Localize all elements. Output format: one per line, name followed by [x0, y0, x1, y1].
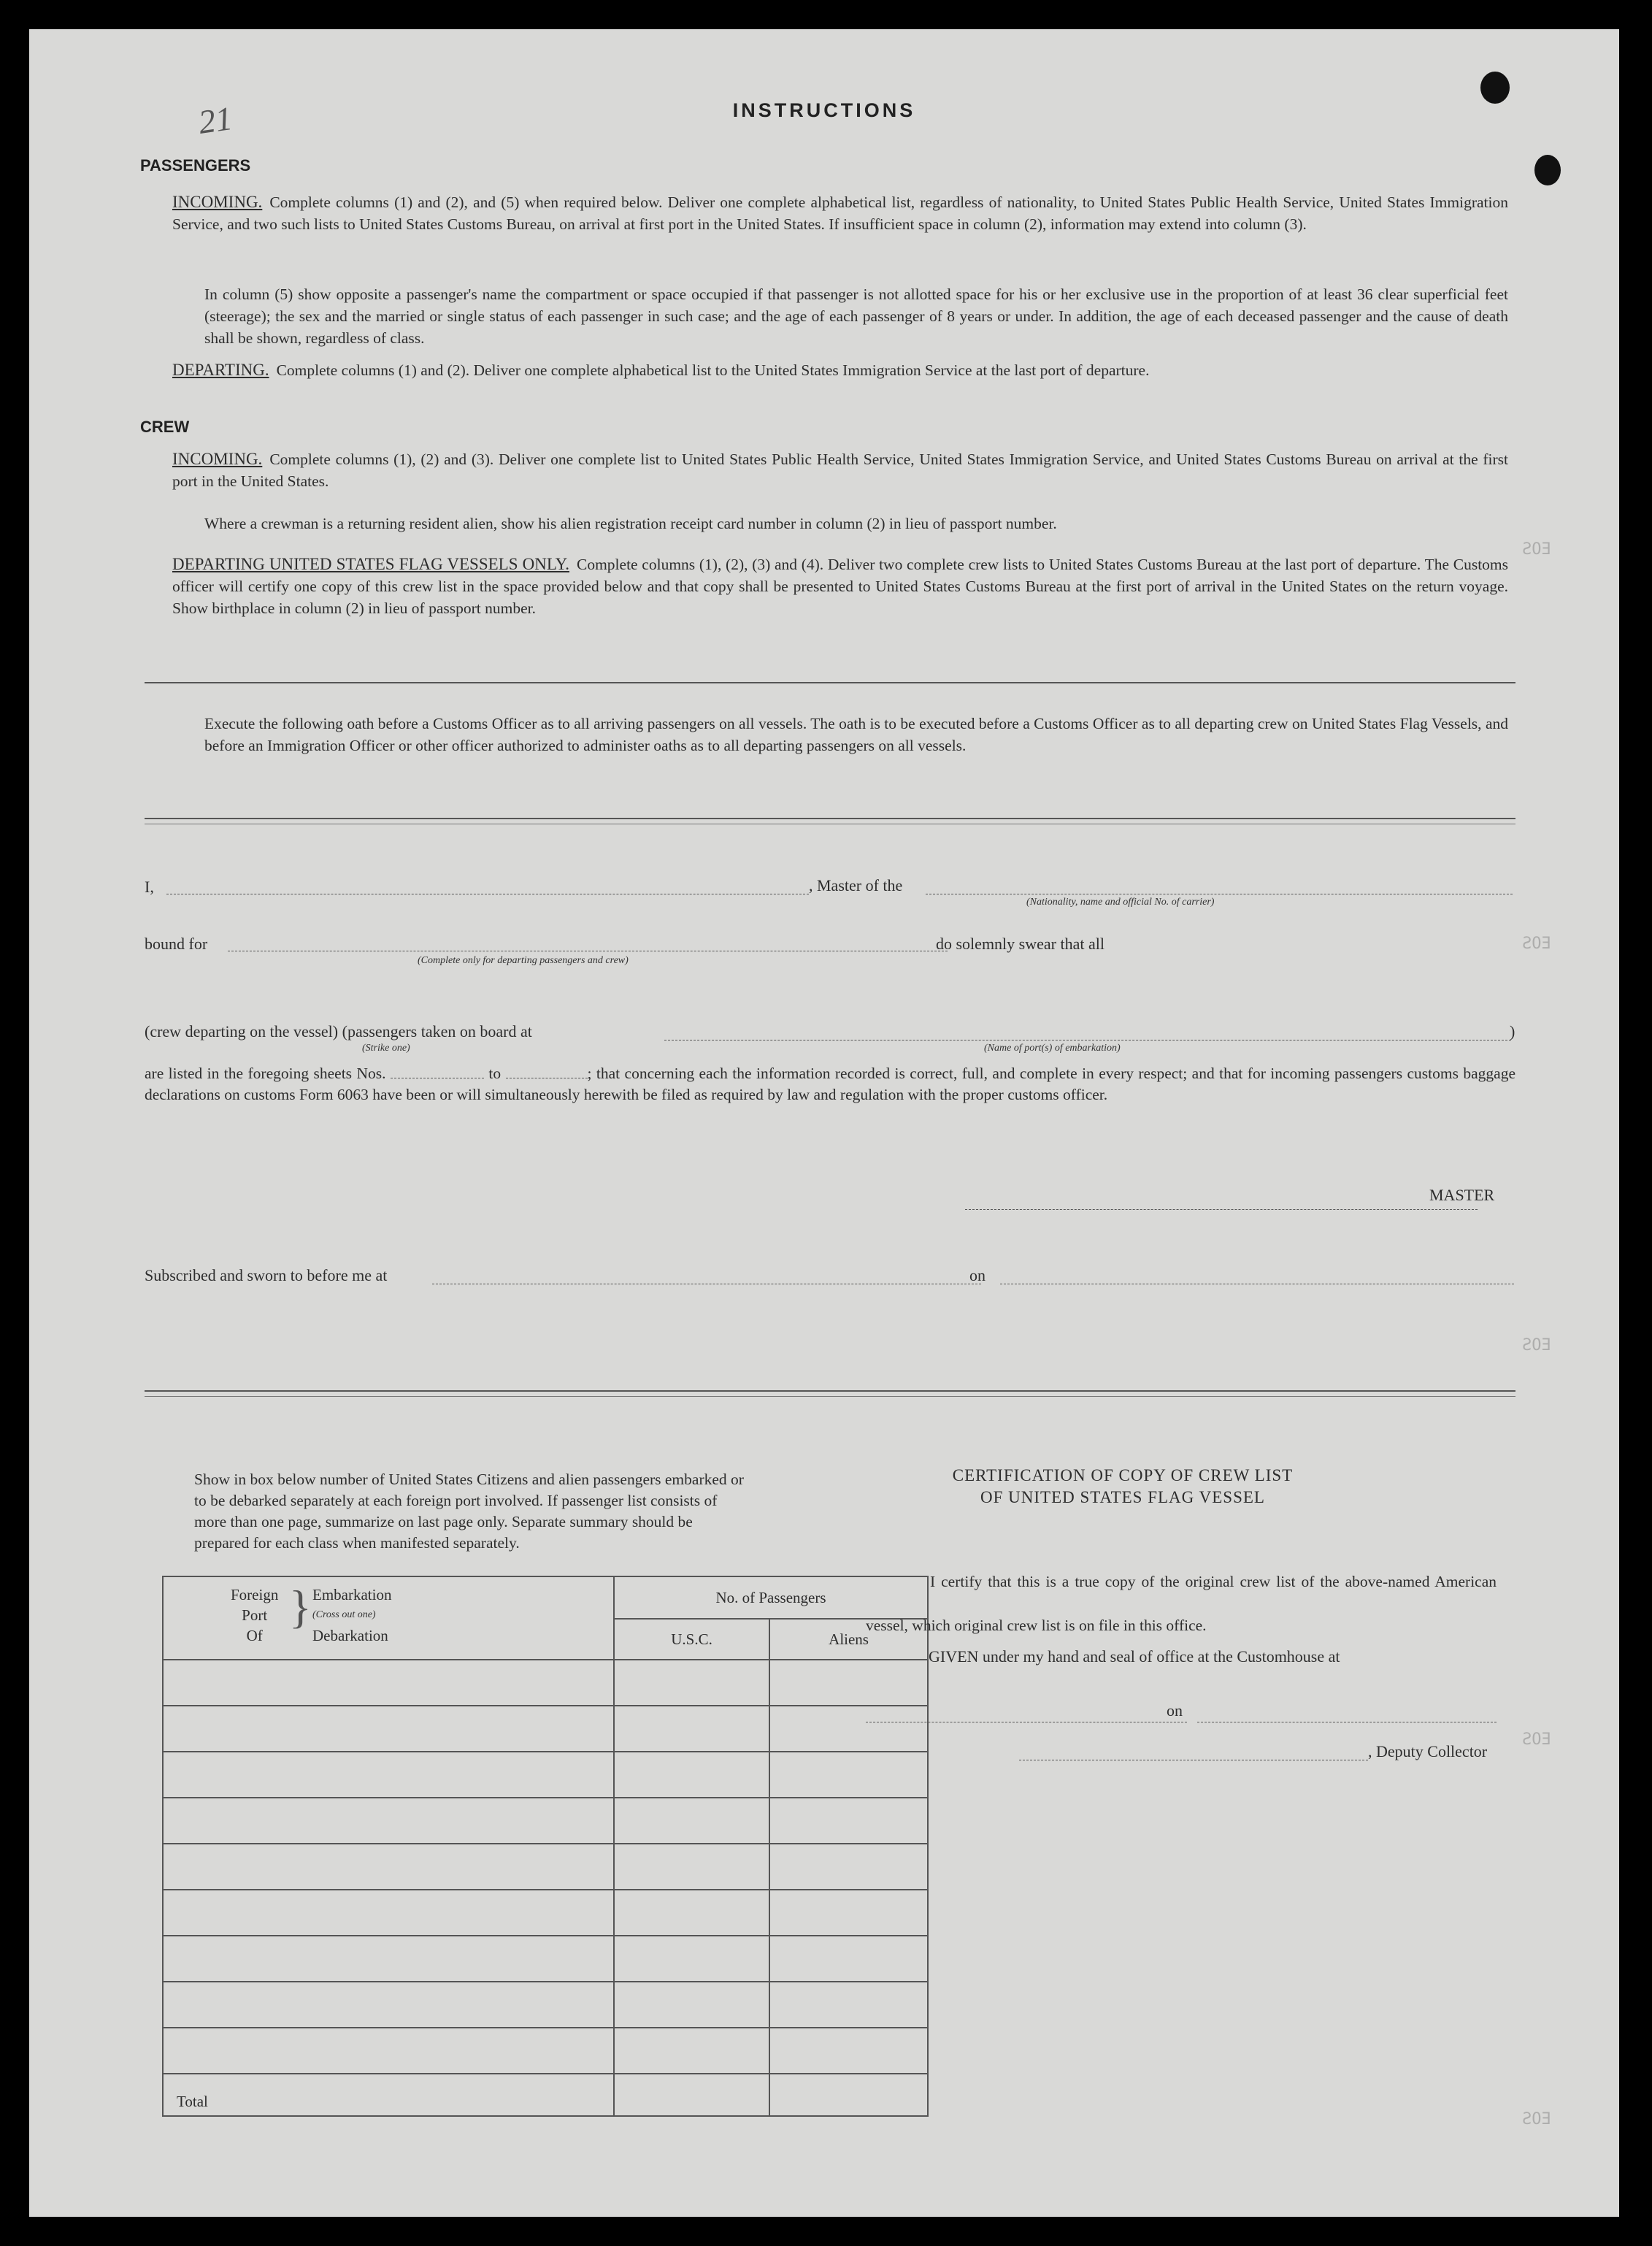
oath-bottom-divider-inner — [145, 1396, 1515, 1397]
table-row — [163, 1890, 928, 1936]
oath-bottom-divider — [145, 1390, 1515, 1392]
swear-label: do solemnly swear that all — [936, 935, 1104, 953]
foreign-label: Foreign — [231, 1586, 279, 1603]
passengers-incoming-text: Complete columns (1) and (2), and (5) when required below. Deliver one complete alphabetical list, regardless of nationality, to United States Public Health Service, United States Immigration Service, and two such lists to United States Customs Bureau, on arrival at first port in the United States. If insufficient space in column (2), information may extend into column (3). — [172, 193, 1508, 233]
table-row — [163, 1936, 928, 1982]
port-header-cell — [163, 1576, 614, 1660]
table-row — [163, 1752, 928, 1798]
ports-caption: (Name of port(s) of embarkation) — [984, 1043, 1121, 1054]
usc-cell[interactable] — [614, 1660, 769, 1706]
bound-for-label: bound for — [145, 935, 208, 953]
bleed-through-mark: EOS — [1522, 2110, 1551, 2128]
aliens-cell[interactable] — [769, 1660, 928, 1706]
bound-for-caption: (Complete only for departing passengers and crew) — [418, 955, 629, 966]
port-cell[interactable] — [163, 1936, 614, 1982]
table-row — [163, 1844, 928, 1890]
document-page — [29, 29, 1619, 2217]
table-row — [163, 2028, 928, 2074]
debarkation-label: Debarkation — [312, 1627, 388, 1644]
total-aliens-cell[interactable] — [769, 2074, 928, 2116]
of-label: Of — [246, 1627, 263, 1644]
port-header-labels — [231, 1584, 278, 1646]
table-row — [163, 1660, 928, 1706]
carrier-caption: (Nationality, name and official No. of carrier) — [1026, 897, 1215, 908]
no-of-passengers-header: No. of Passengers — [614, 1576, 928, 1619]
aliens-cell[interactable] — [769, 1936, 928, 1982]
usc-cell[interactable] — [614, 1752, 769, 1798]
certify-paragraph: I certify that this is a true copy of the original crew list of the above-named American vessel, which original crew list is on file in this office. — [866, 1573, 1497, 1634]
passengers-departing-lead: DEPARTING. — [172, 361, 269, 379]
master-of-label: , Master of the — [809, 876, 903, 894]
sheet-from-field[interactable] — [391, 1066, 484, 1078]
passengers-incoming-paragraph — [172, 191, 1508, 235]
port-cell[interactable] — [163, 1982, 614, 2028]
port-cell[interactable] — [163, 1660, 614, 1706]
crew-departing-lead: DEPARTING UNITED STATES FLAG VESSELS ONLY. — [172, 555, 569, 573]
bleed-through-mark: EOS — [1522, 1731, 1551, 1749]
port-cell[interactable] — [163, 2028, 614, 2074]
passengers-departing-paragraph — [172, 359, 1508, 381]
usc-cell[interactable] — [614, 1890, 769, 1936]
oath-intro-paragraph: Execute the following oath before a Customs Officer as to all arriving passengers on all vessels. The oath is to be executed before a Customs Officer as to all departing crew on United States Flag Vessels, and before an Immigration Officer or other officer authorized to administer oaths as to all departing passengers on all vessels. — [204, 715, 1508, 754]
passengers-column5-paragraph: In column (5) show opposite a passenger's name the compartment or space occupied if that passenger is not allotted space for his or her exclusive use in the proportion of at least 36 clear superficial feet (steerage); the sex and the married or single status of each passenger in such case; and the age of each passenger of 8 years or under. In addition, the age of each deceased passenger and the cause of death shall be shown, regardless of class. — [204, 285, 1508, 347]
certification-title-line1: CERTIFICATION OF COPY OF CREW LIST — [952, 1466, 1294, 1484]
sheets-rest-text: ; that concerning each the information recorded is correct, full, and complete in every respect; and that for incoming passengers customs baggage declarations on customs Form 6063 have been or will simultaneously herewith be filed as required by law and regulation with the proper customs officer. — [145, 1065, 1516, 1103]
total-row — [163, 2074, 928, 2116]
usc-cell[interactable] — [614, 1936, 769, 1982]
aliens-cell[interactable] — [769, 1844, 928, 1890]
passenger-summary-table — [162, 1576, 929, 2117]
sworn-on-label: on — [969, 1266, 986, 1284]
total-label-cell — [163, 2074, 614, 2116]
crew-departing-label: (crew departing on the vessel) (passengers taken on board at — [145, 1022, 532, 1040]
close-paren: ) — [1510, 1022, 1515, 1040]
usc-cell[interactable] — [614, 2028, 769, 2074]
deputy-collector-label: , Deputy Collector — [1368, 1742, 1488, 1760]
crew-incoming-text: Complete columns (1), (2) and (3). Deliver one complete list to United States Public Health Service, United States Immigration Service, and United States Customs Bureau on arrival at the first port in the United States. — [172, 451, 1508, 490]
certification-title — [895, 1465, 1351, 1509]
cross-out-caption: (Cross out one) — [312, 1609, 376, 1620]
sheet-to-field[interactable] — [506, 1066, 588, 1078]
port-cell[interactable] — [163, 1890, 614, 1936]
subscribed-label: Subscribed and sworn to before me at — [145, 1266, 388, 1284]
summary-instructions: Show in box below number of United States Citizens and alien passengers embarked or to be debarked separately at each foreign port involved. If passenger list consists of more than one page, summarize on last page only. Separate summary should be prepared for each class when manifested separately. — [194, 1471, 744, 1552]
table-row — [163, 1798, 928, 1844]
aliens-cell[interactable] — [769, 1752, 928, 1798]
port-label: Port — [242, 1606, 268, 1624]
aliens-cell[interactable] — [769, 1798, 928, 1844]
brace-mark: } — [289, 1581, 312, 1633]
instructions-title: INSTRUCTIONS — [732, 99, 916, 121]
table-row — [163, 1982, 928, 2028]
usc-cell[interactable] — [614, 1798, 769, 1844]
aliens-header: Aliens — [769, 1619, 928, 1660]
total-usc-cell[interactable] — [614, 2074, 769, 2116]
total-label: Total — [177, 2093, 208, 2110]
aliens-cell[interactable] — [769, 2028, 928, 2074]
table-row — [163, 1706, 928, 1752]
port-cell[interactable] — [163, 1798, 614, 1844]
port-cell[interactable] — [163, 1844, 614, 1890]
usc-cell[interactable] — [614, 1982, 769, 2028]
passengers-heading: PASSENGERS — [140, 156, 251, 175]
usc-cell[interactable] — [614, 1844, 769, 1890]
sheets-to-label: to — [488, 1065, 502, 1082]
master-label: MASTER — [1429, 1186, 1495, 1204]
bleed-through-mark: EOS — [1522, 540, 1551, 559]
oath-top-divider — [145, 818, 1515, 819]
port-cell[interactable] — [163, 1752, 614, 1798]
port-cell[interactable] — [163, 1706, 614, 1752]
crew-departing-text: Complete columns (1), (2), (3) and (4). Deliver two complete crew lists to United States Customs Bureau at the last port of departure. The Customs officer will certify one copy of this crew list in the space provided below and that copy shall be presented to United States Customs Bureau at the first port of arrival in the United States on the return voyage. Show birthplace in column (2) in lieu of passport number. — [172, 556, 1509, 617]
section-divider — [145, 682, 1515, 683]
sheets-start-label: are listed in the foregoing sheets Nos. — [145, 1065, 386, 1082]
crew-heading: CREW — [140, 418, 190, 436]
aliens-cell[interactable] — [769, 1982, 928, 2028]
crew-incoming-paragraph — [172, 448, 1508, 492]
given-label: GIVEN under my hand and seal of office at the Customhouse at — [929, 1647, 1340, 1666]
aliens-cell[interactable] — [769, 1706, 928, 1752]
embarkation-label: Embarkation — [312, 1586, 392, 1603]
aliens-cell[interactable] — [769, 1890, 928, 1936]
sheets-paragraph — [145, 1063, 1515, 1105]
ink-blot-mark — [1534, 155, 1561, 185]
bleed-through-mark: EOS — [1522, 935, 1551, 953]
cert-on-label: on — [1167, 1701, 1183, 1720]
embark-labels — [312, 1584, 391, 1646]
crew-incoming-lead: INCOMING. — [172, 450, 263, 468]
certification-title-line2: OF UNITED STATES FLAG VESSEL — [980, 1488, 1265, 1506]
bleed-through-mark: EOS — [1522, 1336, 1551, 1354]
crew-departing-paragraph — [172, 553, 1508, 619]
usc-cell[interactable] — [614, 1706, 769, 1752]
crew-resident-paragraph: Where a crewman is a returning resident alien, show his alien registration receipt card number in column (2) in lieu of passport number. — [204, 515, 1057, 532]
oath-i-label: I, — [145, 878, 154, 896]
handwritten-page-mark: 21 — [196, 99, 235, 141]
passengers-departing-text: Complete columns (1) and (2). Deliver one complete alphabetical list to the United States Immigration Service at the last port of departure. — [276, 361, 1150, 379]
usc-header: U.S.C. — [614, 1619, 769, 1660]
passengers-incoming-lead: INCOMING. — [172, 193, 263, 211]
master-signature-field[interactable] — [965, 1209, 1478, 1210]
strike-one-caption: (Strike one) — [362, 1043, 410, 1054]
